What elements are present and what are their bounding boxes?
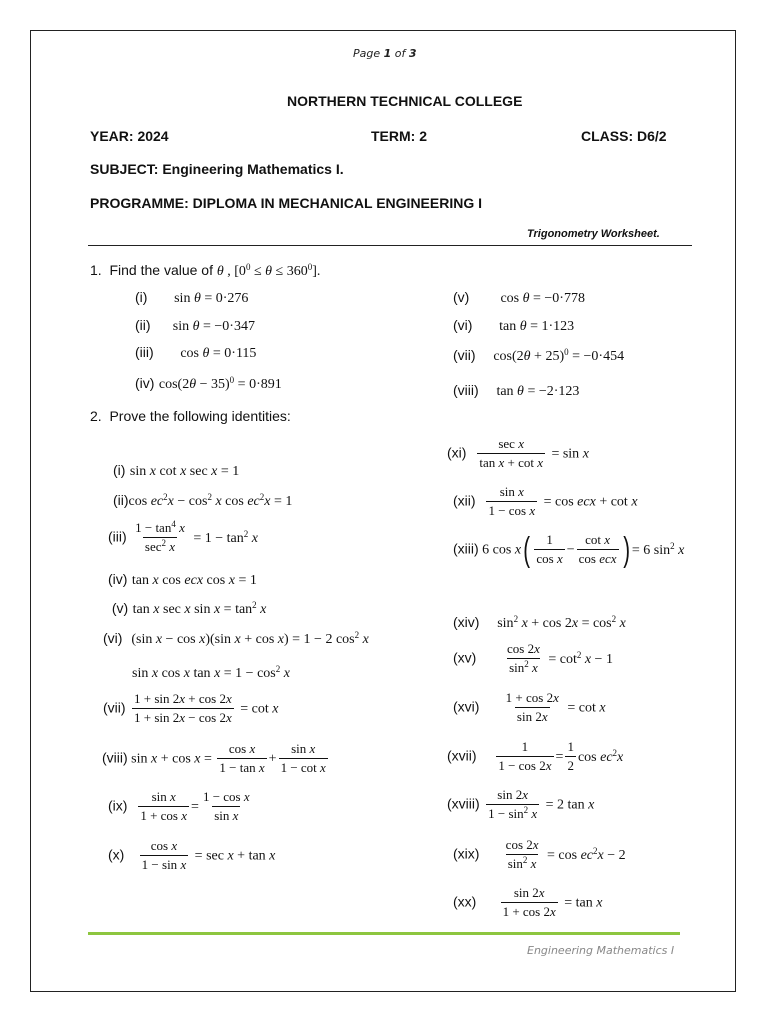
question-2: 2. Prove the following identities:: [90, 408, 291, 424]
class-label: CLASS: D6/2: [581, 128, 667, 144]
q2-part-ii: (ii)cos $ec^2x - \cos^2 x$ $\cos ec^2x = 1$: [113, 492, 293, 509]
footer-text: Engineering Mathematics I: [527, 944, 675, 957]
header-divider: [88, 245, 692, 246]
term-label: TERM: 2: [371, 128, 427, 144]
page-number: Page 1 of 3: [353, 47, 417, 60]
q1-part-ii: (ii) sin θ = −0·347: [135, 317, 255, 334]
q2-part-vii: (vii) $\frac{1 + \sin 2x + \cos 2x}{1 + \sin 2x - \cos 2x}$ = cot x: [103, 691, 279, 725]
q2-part-xvi: (xvi) $\frac{1 + \cos 2x}{\sin 2x}$ = cot x: [453, 690, 606, 724]
q2-part-viii: (viii) sin x + cos x = $\frac{\text{cos x}}{\text{1 − tan x}}$ + $\frac{\text{sin x}}{\text{1 − cot x}}$: [102, 741, 326, 775]
subject-label: SUBJECT: Engineering Mathematics I.: [90, 161, 344, 177]
q1-part-vii: (vii) $\cos(2\theta + 25)^0 = -0\cdot 454$: [453, 347, 625, 364]
year-label: YEAR: 2024: [90, 128, 169, 144]
q2-part-vi-line-2: sin x cos x $\tan x = 1 - \cos^2 x$: [132, 664, 290, 681]
q1-part-iii: (iii) cos θ = 0·115: [135, 344, 257, 361]
q2-part-xvii: (xvii) $\frac{1}{1 - \cos 2x}$ = $\frac{1}{2}$ $\cos ec^2x$: [447, 739, 624, 773]
q2-part-ix: (ix) $\frac{\text{sin x}}{\text{1 + cos x}}$ = $\frac{\text{1 − cos x}}{\text{sin x}}$: [108, 789, 250, 823]
q2-part-xiii: (xiii) 6 cos x( $\frac{1}{\text{cos x}}$ − $\frac{\text{cot x}}{\text{cos ecx}}$ ) = 6 $\sin^2 x$: [453, 530, 685, 569]
q2-part-xii: (xii) $\frac{\text{sin x}}{\text{1 − cos x}}$ = cos ecx + cot x: [453, 484, 638, 518]
q2-part-xiv: (xiv) $\sin^2 x + \cos 2x = \cos^2 x$: [453, 614, 626, 631]
q2-part-xx: (xx) $\frac{\sin 2x}{1 + \cos 2x}$ = tan x: [453, 885, 603, 919]
q2-part-xv: (xv) $\frac{\cos 2x}{\sin^2 x}$ = $\cot^2 x - 1$: [453, 641, 613, 675]
footer-divider: [88, 932, 680, 935]
worksheet-title: Trigonometry Worksheet.: [527, 228, 660, 240]
q2-part-x: (x) $\frac{\text{cos x}}{\text{1 − sin x}}$ = sec x + tan x: [108, 838, 276, 872]
q2-part-xviii: (xviii) $\frac{\sin 2x}{1 - \sin^2 x}$ = 2 tan x: [447, 787, 595, 821]
q1-part-vi: (vi) tan θ = 1·123: [453, 317, 575, 334]
q2-part-v: (v) tan x sec x $\sin x = \tan^2 x$: [111, 600, 267, 617]
q1-part-viii: (viii) tan θ = −2·123: [453, 382, 580, 399]
q2-part-xi: (xi) $\frac{\text{sec x}}{\text{tan x + cot x}}$ = sin x: [447, 436, 589, 470]
q2-part-iv: (iv) tan x cos ecx cos x = 1: [108, 571, 257, 588]
q1-part-iv: (iv) $\cos(2\theta - 35)^0 = 0\cdot 891$: [135, 375, 282, 392]
q2-part-xix: (xix) $\frac{\cos 2x}{\sin^2 x}$ = $\cos ec^2x - 2$: [453, 837, 626, 871]
question-1: 1. Find the value of θ , $[0^0 \le \theta \le 360^0]$.: [90, 262, 321, 279]
q2-part-iii: (iii) $\frac{1 - \tan^4 x}{\sec^2 x}$ = $1 - \tan^2 x$: [108, 519, 258, 554]
q1-part-v: (v) cos θ = −0·778: [453, 289, 585, 306]
college-name: NORTHERN TECHNICAL COLLEGE: [287, 93, 523, 109]
q2-part-vi: (vi) (sin x − cos x)(sin x + cos x) = 1 − 2 $\cos^2 x$: [103, 630, 369, 647]
q1-part-i: (i) sin θ = 0·276: [135, 289, 249, 306]
programme-label: PROGRAMME: DIPLOMA IN MECHANICAL ENGINEERING I: [90, 195, 483, 211]
q2-part-i: (i) sin x cot x sec x = 1: [113, 462, 240, 479]
